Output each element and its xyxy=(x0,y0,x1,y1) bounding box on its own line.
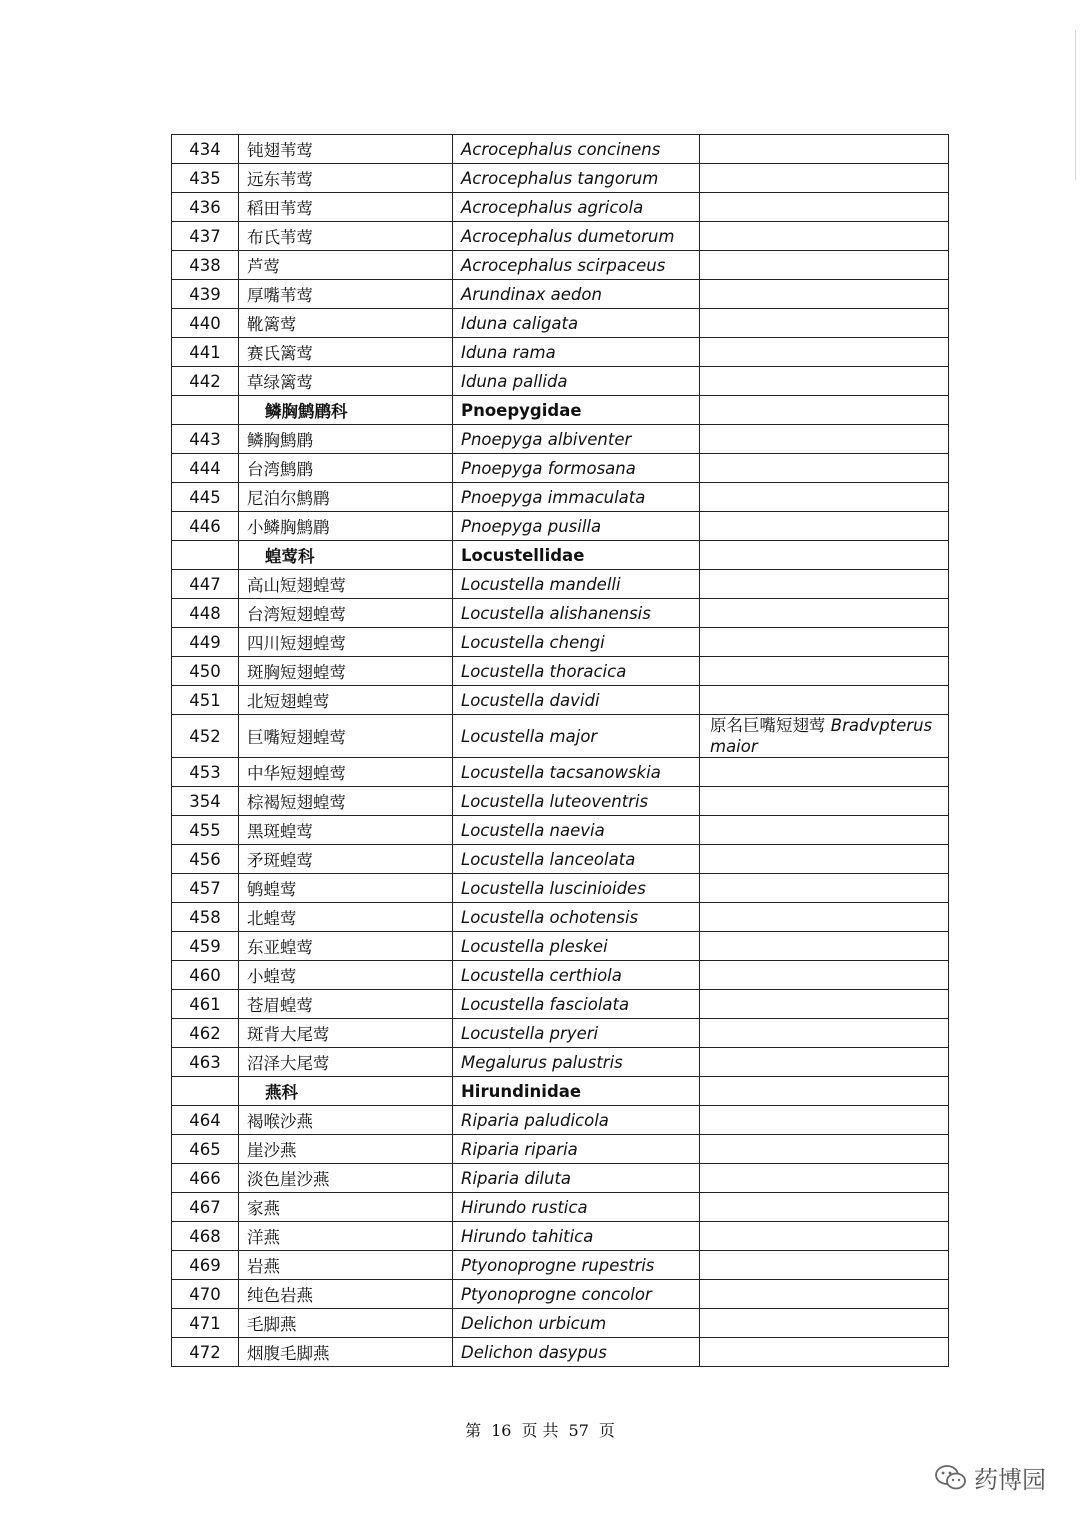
table-row xyxy=(172,845,949,874)
scientific-name-cell: Hirundo tahitica xyxy=(453,1222,700,1251)
table-row xyxy=(172,222,949,251)
chinese-name-cell: 钝翅苇莺 xyxy=(239,135,453,164)
scientific-name-cell: Delichon urbicum xyxy=(453,1309,700,1338)
scientific-name-cell: Locustella ochotensis xyxy=(453,903,700,932)
remarks-cell xyxy=(700,309,949,338)
chinese-name-cell: 北短翅蝗莺 xyxy=(239,686,453,715)
row-number-cell: 439 xyxy=(172,280,239,309)
remarks-cell xyxy=(700,454,949,483)
chinese-name-cell: 岩燕 xyxy=(239,1251,453,1280)
chinese-name-cell: 鳞胸鹪鹛 xyxy=(239,425,453,454)
scientific-name-cell: Locustella alishanensis xyxy=(453,599,700,628)
remarks-cell xyxy=(700,367,949,396)
scientific-name-cell: Locustella lanceolata xyxy=(453,845,700,874)
scientific-name-cell: Locustella tacsanowskia xyxy=(453,758,700,787)
row-number-cell: 436 xyxy=(172,193,239,222)
table-row xyxy=(172,1019,949,1048)
row-number-cell: 461 xyxy=(172,990,239,1019)
row-number-cell: 459 xyxy=(172,932,239,961)
remarks-cell xyxy=(700,541,949,570)
page-prefix: 第 xyxy=(465,1421,482,1440)
remarks-cell xyxy=(700,990,949,1019)
row-number-cell: 443 xyxy=(172,425,239,454)
table-row xyxy=(172,1193,949,1222)
scientific-name-cell: Locustella mandelli xyxy=(453,570,700,599)
chinese-name-cell: 稻田苇莺 xyxy=(239,193,453,222)
remarks-cell xyxy=(700,1338,949,1367)
table-row xyxy=(172,758,949,787)
scientific-name-cell: Riparia diluta xyxy=(453,1164,700,1193)
table-row xyxy=(172,686,949,715)
chinese-name-cell: 崖沙燕 xyxy=(239,1135,453,1164)
chinese-name-cell: 斑胸短翅蝗莺 xyxy=(239,657,453,686)
remarks-cell xyxy=(700,961,949,990)
scientific-name-cell: Locustella davidi xyxy=(453,686,700,715)
wechat-icon xyxy=(934,1464,968,1492)
row-number-cell: 446 xyxy=(172,512,239,541)
scientific-name-cell: Ptyonoprogne rupestris xyxy=(453,1251,700,1280)
remarks-cell xyxy=(700,1106,949,1135)
scientific-name-cell: Locustella pleskei xyxy=(453,932,700,961)
row-number-cell: 438 xyxy=(172,251,239,280)
scientific-name-cell: Locustella naevia xyxy=(453,816,700,845)
remarks-cell xyxy=(700,715,949,758)
remarks-cell xyxy=(700,686,949,715)
remarks-cell xyxy=(700,483,949,512)
chinese-name-cell: 黑斑蝗莺 xyxy=(239,816,453,845)
table-row xyxy=(172,961,949,990)
scientific-name-cell: Arundinax aedon xyxy=(453,280,700,309)
chinese-name-cell: 纯色岩燕 xyxy=(239,1280,453,1309)
remarks-cell xyxy=(700,222,949,251)
scientific-name-cell: Locustella major xyxy=(453,715,700,758)
scientific-name-cell: Locustellidae xyxy=(453,541,700,570)
remarks-cell xyxy=(700,1077,949,1106)
remarks-cell xyxy=(700,1251,949,1280)
remarks-cell xyxy=(700,1222,949,1251)
remarks-cell xyxy=(700,628,949,657)
chinese-name-cell: 四川短翅蝗莺 xyxy=(239,628,453,657)
row-number-cell: 463 xyxy=(172,1048,239,1077)
family-row xyxy=(172,541,949,570)
table-row xyxy=(172,903,949,932)
table-row xyxy=(172,1106,949,1135)
remarks-cell xyxy=(700,338,949,367)
scientific-name-cell: Megalurus palustris xyxy=(453,1048,700,1077)
remarks-cell xyxy=(700,135,949,164)
species-table xyxy=(171,134,949,1367)
table-row xyxy=(172,1251,949,1280)
scientific-name-cell: Locustella fasciolata xyxy=(453,990,700,1019)
chinese-name-cell: 苍眉蝗莺 xyxy=(239,990,453,1019)
row-number-cell: 442 xyxy=(172,367,239,396)
remarks-cell xyxy=(700,570,949,599)
scientific-name-cell: Locustella thoracica xyxy=(453,657,700,686)
table-row xyxy=(172,425,949,454)
remarks-cell xyxy=(700,599,949,628)
row-number-cell: 467 xyxy=(172,1193,239,1222)
chinese-name-cell: 中华短翅蝗莺 xyxy=(239,758,453,787)
remarks-cell xyxy=(700,425,949,454)
scientific-name-cell: Locustella certhiola xyxy=(453,961,700,990)
table-row xyxy=(172,1338,949,1367)
remarks-cell xyxy=(700,1019,949,1048)
chinese-name-cell: 北蝗莺 xyxy=(239,903,453,932)
scientific-name-cell: Acrocephalus concinens xyxy=(453,135,700,164)
scan-edge-line xyxy=(1075,30,1076,180)
scientific-name-cell: Pnoepyga albiventer xyxy=(453,425,700,454)
table-row xyxy=(172,816,949,845)
remarks-cell xyxy=(700,1048,949,1077)
table-row xyxy=(172,570,949,599)
row-number-cell: 455 xyxy=(172,816,239,845)
family-row xyxy=(172,1077,949,1106)
table-row xyxy=(172,1280,949,1309)
page-footer xyxy=(0,1418,1080,1441)
chinese-name-cell: 远东苇莺 xyxy=(239,164,453,193)
watermark xyxy=(934,1460,1046,1495)
row-number-cell: 354 xyxy=(172,787,239,816)
row-number-cell: 448 xyxy=(172,599,239,628)
chinese-name-cell: 草绿篱莺 xyxy=(239,367,453,396)
chinese-name-cell: 斑背大尾莺 xyxy=(239,1019,453,1048)
scientific-name-cell: Acrocephalus scirpaceus xyxy=(453,251,700,280)
table-row xyxy=(172,787,949,816)
remarks-cell xyxy=(700,1309,949,1338)
row-number-cell: 441 xyxy=(172,338,239,367)
chinese-name-cell: 蝗莺科 xyxy=(239,541,453,570)
table-row xyxy=(172,1164,949,1193)
remarks-cell xyxy=(700,845,949,874)
table-row xyxy=(172,657,949,686)
chinese-name-cell: 家燕 xyxy=(239,1193,453,1222)
chinese-name-cell: 沼泽大尾莺 xyxy=(239,1048,453,1077)
row-number-cell: 466 xyxy=(172,1164,239,1193)
chinese-name-cell: 台湾鹪鹛 xyxy=(239,454,453,483)
scientific-name-cell: Riparia riparia xyxy=(453,1135,700,1164)
scientific-name-cell: Iduna pallida xyxy=(453,367,700,396)
row-number-cell: 437 xyxy=(172,222,239,251)
remarks-cell xyxy=(700,816,949,845)
table-row xyxy=(172,874,949,903)
row-number-cell: 434 xyxy=(172,135,239,164)
row-number-cell: 445 xyxy=(172,483,239,512)
remarks-cell xyxy=(700,1135,949,1164)
chinese-name-cell: 高山短翅蝗莺 xyxy=(239,570,453,599)
watermark-text: 药博园 xyxy=(974,1466,1046,1494)
remarks-cell xyxy=(700,758,949,787)
row-number-cell: 456 xyxy=(172,845,239,874)
species-table-body xyxy=(172,135,949,1367)
scientific-name-cell: Locustella chengi xyxy=(453,628,700,657)
table-row xyxy=(172,309,949,338)
table-row xyxy=(172,512,949,541)
table-row xyxy=(172,715,949,758)
table-row xyxy=(172,1222,949,1251)
remark-former-name: 原名巨嘴短翅莺 xyxy=(710,716,826,735)
remarks-cell xyxy=(700,874,949,903)
remarks-cell xyxy=(700,787,949,816)
row-number-cell xyxy=(172,541,239,570)
remarks-cell xyxy=(700,1193,949,1222)
row-number-cell: 470 xyxy=(172,1280,239,1309)
row-number-cell: 447 xyxy=(172,570,239,599)
chinese-name-cell: 小鳞胸鹪鹛 xyxy=(239,512,453,541)
row-number-cell: 435 xyxy=(172,164,239,193)
row-number-cell: 452 xyxy=(172,715,239,758)
scientific-name-cell: Acrocephalus tangorum xyxy=(453,164,700,193)
remarks-cell xyxy=(700,1280,949,1309)
scientific-name-cell: Hirundo rustica xyxy=(453,1193,700,1222)
scientific-name-cell: Pnoepyga pusilla xyxy=(453,512,700,541)
scientific-name-cell: Locustella luteoventris xyxy=(453,787,700,816)
row-number-cell: 453 xyxy=(172,758,239,787)
table-row xyxy=(172,338,949,367)
table-row xyxy=(172,367,949,396)
remarks-cell xyxy=(700,932,949,961)
scientific-name-cell: Pnoepyga immaculata xyxy=(453,483,700,512)
chinese-name-cell: 巨嘴短翅蝗莺 xyxy=(239,715,453,758)
scientific-name-cell: Pnoepyga formosana xyxy=(453,454,700,483)
remark-former-scientific-name: Bradvpterus maior xyxy=(710,716,933,756)
row-number-cell: 450 xyxy=(172,657,239,686)
table-row xyxy=(172,1309,949,1338)
row-number-cell xyxy=(172,396,239,425)
table-row xyxy=(172,1135,949,1164)
chinese-name-cell: 赛氏篱莺 xyxy=(239,338,453,367)
table-row xyxy=(172,990,949,1019)
chinese-name-cell: 燕科 xyxy=(239,1077,453,1106)
chinese-name-cell: 东亚蝗莺 xyxy=(239,932,453,961)
chinese-name-cell: 靴篱莺 xyxy=(239,309,453,338)
row-number-cell: 471 xyxy=(172,1309,239,1338)
chinese-name-cell: 褐喉沙燕 xyxy=(239,1106,453,1135)
remarks-cell xyxy=(700,657,949,686)
remarks-cell xyxy=(700,280,949,309)
chinese-name-cell: 小蝗莺 xyxy=(239,961,453,990)
table-row xyxy=(172,251,949,280)
table-row xyxy=(172,280,949,309)
scientific-name-cell: Iduna caligata xyxy=(453,309,700,338)
table-row xyxy=(172,454,949,483)
remarks-cell xyxy=(700,251,949,280)
family-row xyxy=(172,396,949,425)
table-row xyxy=(172,164,949,193)
row-number-cell: 451 xyxy=(172,686,239,715)
chinese-name-cell: 矛斑蝗莺 xyxy=(239,845,453,874)
current-page-number: 16 xyxy=(491,1421,512,1440)
row-number-cell: 469 xyxy=(172,1251,239,1280)
remarks-cell xyxy=(700,903,949,932)
scientific-name-cell: Acrocephalus agricola xyxy=(453,193,700,222)
table-row xyxy=(172,135,949,164)
chinese-name-cell: 芦莺 xyxy=(239,251,453,280)
table-row xyxy=(172,628,949,657)
row-number-cell: 465 xyxy=(172,1135,239,1164)
row-number-cell: 458 xyxy=(172,903,239,932)
scientific-name-cell: Hirundinidae xyxy=(453,1077,700,1106)
chinese-name-cell: 台湾短翅蝗莺 xyxy=(239,599,453,628)
table-row xyxy=(172,193,949,222)
chinese-name-cell: 鸲蝗莺 xyxy=(239,874,453,903)
chinese-name-cell: 布氏苇莺 xyxy=(239,222,453,251)
row-number-cell: 468 xyxy=(172,1222,239,1251)
row-number-cell: 464 xyxy=(172,1106,239,1135)
chinese-name-cell: 棕褐短翅蝗莺 xyxy=(239,787,453,816)
remarks-cell xyxy=(700,512,949,541)
chinese-name-cell: 烟腹毛脚燕 xyxy=(239,1338,453,1367)
scientific-name-cell: Riparia paludicola xyxy=(453,1106,700,1135)
row-number-cell: 449 xyxy=(172,628,239,657)
chinese-name-cell: 尼泊尔鹪鹛 xyxy=(239,483,453,512)
scientific-name-cell: Locustella luscinioides xyxy=(453,874,700,903)
table-row xyxy=(172,483,949,512)
remarks-cell xyxy=(700,1164,949,1193)
page-suffix: 页 xyxy=(598,1421,615,1440)
remarks-cell xyxy=(700,193,949,222)
remarks-cell xyxy=(700,396,949,425)
table-row xyxy=(172,1048,949,1077)
remarks-cell xyxy=(700,164,949,193)
chinese-name-cell: 毛脚燕 xyxy=(239,1309,453,1338)
chinese-name-cell: 淡色崖沙燕 xyxy=(239,1164,453,1193)
row-number-cell: 460 xyxy=(172,961,239,990)
scientific-name-cell: Acrocephalus dumetorum xyxy=(453,222,700,251)
scientific-name-cell: Locustella pryeri xyxy=(453,1019,700,1048)
table-row xyxy=(172,599,949,628)
table-row xyxy=(172,932,949,961)
scientific-name-cell: Pnoepygidae xyxy=(453,396,700,425)
row-number-cell: 462 xyxy=(172,1019,239,1048)
total-pages-number: 57 xyxy=(568,1421,589,1440)
scientific-name-cell: Ptyonoprogne concolor xyxy=(453,1280,700,1309)
row-number-cell xyxy=(172,1077,239,1106)
row-number-cell: 444 xyxy=(172,454,239,483)
chinese-name-cell: 厚嘴苇莺 xyxy=(239,280,453,309)
chinese-name-cell: 鳞胸鹪鹛科 xyxy=(239,396,453,425)
row-number-cell: 472 xyxy=(172,1338,239,1367)
scientific-name-cell: Iduna rama xyxy=(453,338,700,367)
chinese-name-cell: 洋燕 xyxy=(239,1222,453,1251)
page-middle-text: 页 共 xyxy=(521,1421,559,1440)
scientific-name-cell: Delichon dasypus xyxy=(453,1338,700,1367)
row-number-cell: 440 xyxy=(172,309,239,338)
row-number-cell: 457 xyxy=(172,874,239,903)
